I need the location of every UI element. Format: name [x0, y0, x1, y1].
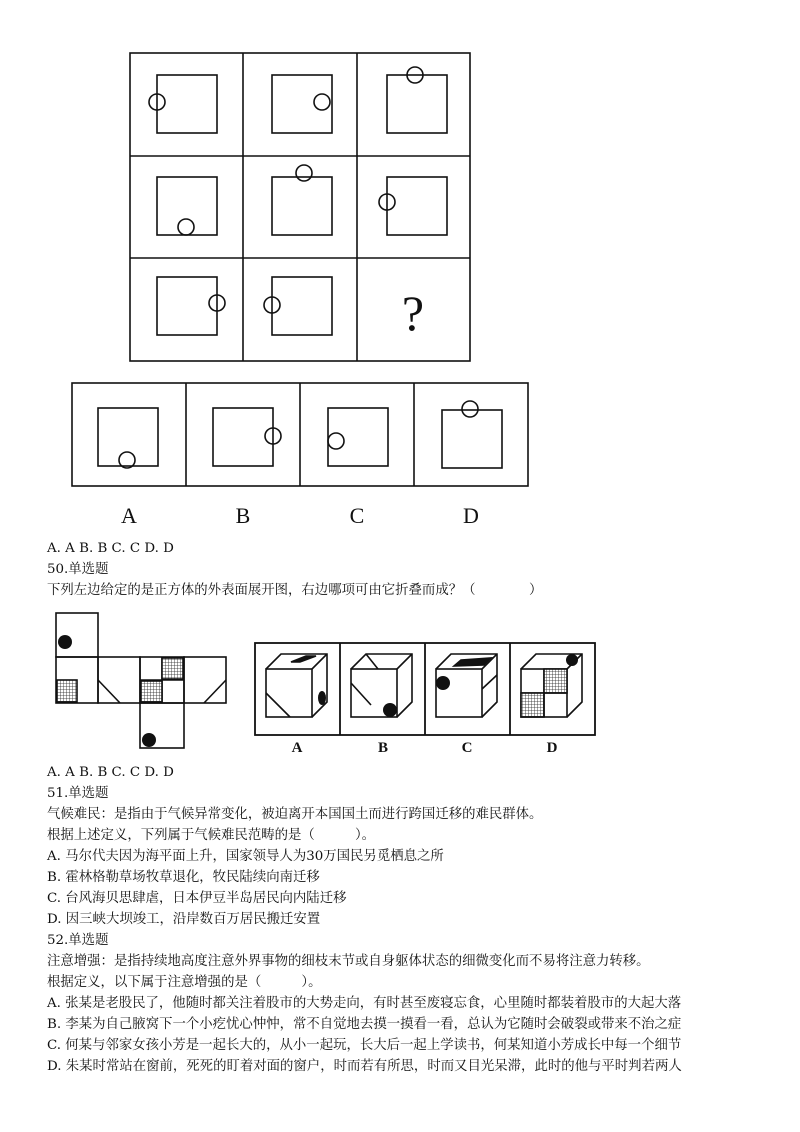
option-b-letter: B [235, 503, 251, 528]
q51-option-d[interactable]: D. 因三峡大坝竣工，沿岸数百万居民搬迁安置 [47, 912, 321, 927]
option-d-figure[interactable] [442, 401, 502, 468]
matrix-cell-3-2 [264, 277, 332, 335]
matrix-cell-2-3 [379, 177, 447, 235]
q49-options-line: A. A B. B C. C D. D [47, 541, 174, 556]
q50-option-d-letter: D [546, 740, 558, 756]
q52-option-a[interactable]: A. 张某是老股民了，他随时都关注着股市的大势走向，有时甚至废寝忘食，心里随时都装着股市的大起大落 [47, 996, 682, 1011]
q50-option-b-letter: B [377, 740, 389, 756]
q51-option-c[interactable]: C. 台风海贝思肆虐，日本伊豆半岛居民向内陆迁移 [47, 891, 347, 906]
missing-cell-question-mark: ? [401, 285, 425, 341]
q51-header: 51.单选题 [47, 786, 109, 801]
option-d-letter: D [463, 503, 479, 528]
matrix-cell-2-2 [272, 165, 332, 235]
option-b-cube[interactable] [351, 654, 412, 717]
q51-question: 根据上述定义，下列属于气候难民范畴的是（ ）。 [47, 828, 376, 843]
q51-option-a[interactable]: A. 马尔代夫因为海平面上升，国家领导人为30万国民另觅栖息之所 [47, 849, 444, 864]
q52-definition: 注意增强：是指持续地高度注意外界事物的细枝末节或自身躯体状态的细微变化而不易将注意力转移。 [47, 954, 650, 969]
matrix-cell-1-1 [149, 75, 217, 133]
q52-header: 52.单选题 [47, 933, 109, 948]
q50-options-line: A. A B. B C. C D. D [47, 765, 174, 780]
q50-cube-figure [0, 605, 800, 760]
matrix-cell-1-2 [272, 75, 332, 133]
q50-option-a-letter: A [291, 740, 303, 756]
option-a-figure[interactable] [98, 408, 158, 468]
q51-definition: 气候难民：是指由于气候异常变化，被迫离开本国国土而进行跨国迁移的难民群体。 [47, 807, 543, 822]
matrix-cell-1-3 [387, 67, 447, 133]
option-b-figure[interactable] [213, 408, 281, 466]
q50-prompt: 下列左边给定的是正方体的外表面展开图，右边哪项可由它折叠而成？（ ） [47, 583, 543, 598]
option-c-figure[interactable] [328, 408, 388, 466]
q51-option-b[interactable]: B. 霍林格勒草场牧草退化，牧民陆续向南迁移 [47, 870, 320, 885]
q52-option-b[interactable]: B. 李某为自己腋窝下一个小疙忧心忡忡，常不自觉地去摸一摸看一看，总认为它随时会破裂或带来不治之症 [47, 1017, 682, 1032]
q52-question: 根据定义，以下属于注意增强的是（ ）。 [47, 975, 322, 990]
cube-net [56, 613, 226, 748]
option-a-letter: A [121, 503, 137, 528]
option-c-cube[interactable] [436, 654, 497, 717]
q50-option-c-letter: C [461, 740, 473, 756]
option-d-cube[interactable] [521, 654, 582, 717]
option-a-cube[interactable] [266, 654, 327, 717]
q50-header: 50.单选题 [47, 562, 109, 577]
q52-option-d[interactable]: D. 朱某时常站在窗前，死死的盯着对面的窗户，时而若有所思，时而又目光呆滞，此时的他与平时判若两人 [47, 1059, 682, 1074]
matrix-cell-2-1 [157, 177, 217, 235]
option-c-letter: C [349, 503, 365, 528]
q52-option-c[interactable]: C. 何某与邻家女孩小芳是一起长大的，从小一起玩，长大后一起上学读书，何某知道小芳成长中每一个细节 [47, 1038, 682, 1053]
q49-matrix-figure [0, 0, 800, 540]
matrix-cell-3-1 [157, 277, 225, 335]
